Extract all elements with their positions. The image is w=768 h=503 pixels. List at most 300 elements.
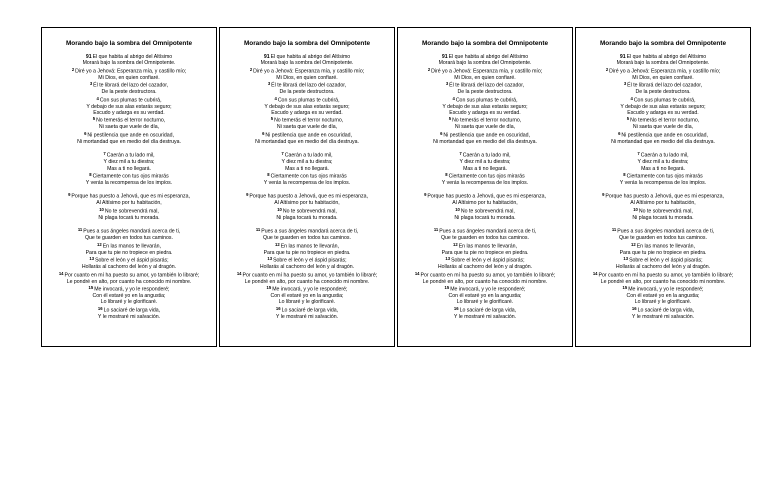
stanza <box>44 227 214 320</box>
verse-text: No te sobrevendrá mal, <box>104 208 159 215</box>
stanza <box>400 227 570 320</box>
verse-text: El que habita al abrigo del Altísimo <box>270 54 351 60</box>
verse-line <box>222 306 392 314</box>
verse-text: Al Altísimo por tu habitación, <box>96 200 162 207</box>
verse-text: Me invocará, y yo le responderé; <box>272 286 348 293</box>
verse-line <box>44 285 214 293</box>
verse-number: 12 <box>453 241 458 247</box>
verse-number: 5 <box>448 116 452 122</box>
verse-text: Y le mostraré mi salvación. <box>97 313 161 320</box>
verse-line <box>44 207 214 215</box>
verse-number: 14 <box>592 270 598 276</box>
verse-line <box>578 116 748 124</box>
verse-line <box>44 279 214 285</box>
verse-number: 91 <box>85 54 92 60</box>
verse-number: 14 <box>414 270 420 276</box>
verse-number: 12 <box>275 241 280 247</box>
verse-text: Ni plaga tocará tu morada. <box>98 214 160 221</box>
verse-line <box>578 242 748 250</box>
verse-text: Por cuanto en mí ha puesto su amor, yo también lo libraré; <box>420 272 556 279</box>
verse-number: 10 <box>455 206 460 212</box>
verse-text: No te sobrevendrá mal, <box>282 208 337 215</box>
stanza <box>222 192 392 221</box>
verse-text: Ciertamente con tus ojos mirarás <box>448 173 525 180</box>
verse-text: Ciertamente con tus ojos mirarás <box>92 173 169 180</box>
verse-line <box>578 67 748 75</box>
verse-text: Lo saciaré de larga vida, <box>281 307 339 314</box>
verse-text: El que habita al abrigo del Altísimo <box>626 54 707 60</box>
verse-text: Que te guarden en todos tus caminos. <box>619 235 707 242</box>
card-title: Morando bajo la sombra del Omnipotente <box>599 40 727 47</box>
verse-text: Ni saeta que vuele de día, <box>632 124 694 131</box>
verse-line <box>44 96 214 104</box>
stanza <box>578 192 748 221</box>
verse-text: Él te librará del lazo del cazador, <box>449 82 525 89</box>
verse-line <box>44 192 214 200</box>
verse-line <box>44 116 214 124</box>
verse-text: No temerás el terror nocturno, <box>96 118 166 125</box>
verse-text: De la peste destructora. <box>457 89 513 96</box>
verse-line <box>44 271 214 279</box>
verse-text: Y debajo de sus alas estarás seguro; <box>86 103 172 110</box>
verse-line <box>400 242 570 250</box>
verse-text: Morará bajo la sombra del Omnipotente. <box>438 60 532 67</box>
verse-line <box>44 172 214 180</box>
verse-line <box>578 256 748 264</box>
verse-line <box>222 139 392 145</box>
verse-line <box>578 131 748 139</box>
card-2 <box>219 27 395 347</box>
verse-text: Caerán a tu lado mil, <box>640 152 689 159</box>
verse-text: Con él estaré yo en la angustia; <box>448 292 522 299</box>
verse-text: Ciertamente con tus ojos mirarás <box>270 173 347 180</box>
verse-number: 9 <box>246 192 249 198</box>
verse-line <box>578 227 748 235</box>
verse-text: Escudo y adarga es su verdad. <box>449 110 521 117</box>
verse-line <box>578 81 748 89</box>
verse-line <box>44 306 214 314</box>
verse-number: 9 <box>68 192 71 198</box>
verse-number: 7 <box>281 151 284 157</box>
verse-line <box>578 96 748 104</box>
verse-text: Mas a ti no llegará. <box>463 165 507 172</box>
verse-line <box>400 116 570 124</box>
verse-text: Con él estaré yo en la angustia; <box>92 292 166 299</box>
stanza <box>222 227 392 320</box>
verse-text: Él te librará del lazo del cazador, <box>627 82 703 89</box>
verse-line <box>400 271 570 279</box>
verse-text: Mi Dios, en quien confiaré. <box>276 74 338 81</box>
verse-text: Él te librará del lazo del cazador, <box>93 82 169 89</box>
verse-text: Lo libraré y le glorificaré. <box>100 299 158 306</box>
verse-text: Con sus plumas te cubrirá, <box>455 97 518 104</box>
verse-text: Ni saeta que vuele de día, <box>276 124 338 131</box>
verse-text: Me invocará, y yo le responderé; <box>94 286 170 293</box>
stanza <box>400 151 570 186</box>
verse-line <box>222 227 392 235</box>
verse-number: 11 <box>611 227 617 233</box>
verse-text: Al Altísimo por tu habitación, <box>452 200 518 207</box>
verse-number: 7 <box>637 151 640 157</box>
verse-number: 2 <box>249 66 253 72</box>
stanza <box>44 54 214 145</box>
verse-line <box>44 227 214 235</box>
card-1 <box>41 27 217 347</box>
card-3 <box>397 27 573 347</box>
verse-text: Y verás la recompensa de los impíos. <box>441 180 529 187</box>
verse-text: Mi Dios, en quien confiaré. <box>632 74 694 81</box>
verse-text: Lo libraré y le glorificaré. <box>634 299 692 306</box>
verse-text: Que te guarden en todos tus caminos. <box>441 235 529 242</box>
verse-text: Y debajo de sus alas estarás seguro; <box>620 103 706 110</box>
verse-text: Y debajo de sus alas estarás seguro; <box>442 103 528 110</box>
verse-text: Ni saeta que vuele de día, <box>454 124 516 131</box>
verse-line <box>222 131 392 139</box>
verse-text: Ciertamente con tus ojos mirarás <box>626 173 703 180</box>
verse-line <box>578 151 748 159</box>
verse-number: 4 <box>274 95 277 101</box>
verse-line <box>578 215 748 221</box>
verse-text: Escudo y adarga es su verdad. <box>93 110 165 117</box>
verse-text: Hollarás al cachorro del león y al dragón. <box>81 264 177 271</box>
verse-line <box>222 314 392 320</box>
verse-text: Ni mortandad que en medio del día destruya. <box>255 138 359 145</box>
verse-line <box>222 192 392 200</box>
card-title: Morando bajo la sombra del Omnipotente <box>421 40 549 47</box>
verse-number: 8 <box>445 172 448 178</box>
verse-text: Le pondré en alto, por cuanto ha conocido mi nombre. <box>244 278 370 285</box>
verse-number: 15 <box>622 284 628 290</box>
card-title: Morando bajo la sombra del Omnipotente <box>65 40 193 47</box>
verse-text: Sobre el león y el áspid pisarás; <box>273 257 347 264</box>
verse-text: Ni plaga tocará tu morada. <box>276 214 338 221</box>
card-4 <box>575 27 751 347</box>
verse-number: 14 <box>236 270 242 276</box>
verse-text: Caerán a tu lado mil, <box>106 152 155 159</box>
verse-text: Y le mostraré mi salvación. <box>275 313 339 320</box>
verse-number: 10 <box>277 206 282 212</box>
stanza <box>400 54 570 145</box>
verse-line <box>44 67 214 75</box>
verse-number: 15 <box>444 284 450 290</box>
verse-text: Sobre el león y el áspid pisarás; <box>95 257 169 264</box>
verse-line <box>400 285 570 293</box>
verse-number: 3 <box>623 81 627 87</box>
verse-line <box>400 207 570 215</box>
verse-line <box>400 131 570 139</box>
verse-number: 4 <box>630 95 633 101</box>
verse-line <box>222 256 392 264</box>
verse-line <box>578 207 748 215</box>
verse-line <box>222 180 392 186</box>
verse-number: 4 <box>452 95 455 101</box>
verse-text: Le pondré en alto, por cuanto ha conocido mi nombre. <box>422 278 548 285</box>
verse-number: 11 <box>433 227 439 233</box>
verse-text: No te sobrevendrá mal, <box>638 208 693 215</box>
verse-text: Y verás la recompensa de los impíos. <box>263 180 351 187</box>
verse-line <box>222 215 392 221</box>
verse-text: En las manos te llevarán, <box>280 243 339 250</box>
verse-text: Y le mostraré mi salvación. <box>453 313 517 320</box>
verse-number: 11 <box>77 227 83 233</box>
verse-number: 10 <box>633 206 638 212</box>
verse-text: Y verás la recompensa de los impíos. <box>619 180 707 187</box>
verse-text: El que habita al abrigo del Altísimo <box>448 54 529 60</box>
verse-text: Él te librará del lazo del cazador, <box>271 82 347 89</box>
verse-text: Ni plaga tocará tu morada. <box>632 214 694 221</box>
verse-text: Para que tu pie no tropiece en piedra. <box>263 249 351 256</box>
verse-text: Morará bajo la sombra del Omnipotente. <box>260 60 354 67</box>
verse-text: Al Altísimo por tu habitación, <box>274 200 340 207</box>
verse-text: Diré yo a Jehová: Esperanza mía, y castillo mío; <box>75 68 187 75</box>
verse-text: Mas a ti no llegará. <box>641 165 685 172</box>
verse-text: Caerán a tu lado mil, <box>462 152 511 159</box>
verse-text: Porque has puesto a Jehová, que es mi esperanza, <box>71 194 190 201</box>
verse-line <box>400 256 570 264</box>
verse-text: Diré yo a Jehová: Esperanza mía, y castillo mío; <box>609 68 721 75</box>
verse-text: Lo libraré y le glorificaré. <box>456 299 514 306</box>
verse-number: 13 <box>89 256 95 262</box>
verse-text: Diré yo a Jehová: Esperanza mía, y castillo mío; <box>253 68 365 75</box>
verse-text: Al Altísimo por tu habitación, <box>630 200 696 207</box>
verse-text: Caerán a tu lado mil, <box>284 152 333 159</box>
verse-text: En las manos te llevarán, <box>102 243 161 250</box>
card-title: Morando bajo la sombra del Omnipotente <box>243 40 371 47</box>
verse-line <box>400 96 570 104</box>
verse-text: Con sus plumas te cubrirá, <box>277 97 340 104</box>
verse-text: Y diez mil a tu diestra; <box>103 159 155 166</box>
verse-text: Para que tu pie no tropiece en piedra. <box>441 249 529 256</box>
verse-line <box>44 131 214 139</box>
verse-text: Ni mortandad que en medio del día destruya. <box>611 138 715 145</box>
verse-line <box>400 306 570 314</box>
verse-number: 2 <box>605 66 609 72</box>
verse-text: Escudo y adarga es su verdad. <box>627 110 699 117</box>
verse-line <box>578 172 748 180</box>
verse-number: 13 <box>267 256 273 262</box>
verse-text: Me invocará, y yo le responderé; <box>450 286 526 293</box>
verse-text: Y diez mil a tu diestra; <box>459 159 511 166</box>
verse-line <box>400 192 570 200</box>
verse-text: No temerás el terror nocturno, <box>274 118 344 125</box>
verse-line <box>222 96 392 104</box>
verse-number: 6 <box>84 130 87 136</box>
verse-line <box>400 139 570 145</box>
verse-line <box>222 271 392 279</box>
stanza <box>578 227 748 320</box>
verse-text: Con sus plumas te cubrirá, <box>633 97 696 104</box>
stanza <box>222 151 392 186</box>
stanza <box>578 151 748 186</box>
verse-text: Porque has puesto a Jehová, que es mi esperanza, <box>249 194 368 201</box>
verse-text: Porque has puesto a Jehová, que es mi esperanza, <box>427 194 546 201</box>
verse-text: Mas a ti no llegará. <box>285 165 329 172</box>
verse-text: Para que tu pie no tropiece en piedra. <box>85 249 173 256</box>
verse-text: Me invocará, y yo le responderé; <box>628 286 704 293</box>
stanza <box>400 192 570 221</box>
verse-text: De la peste destructora. <box>635 89 691 96</box>
verse-line <box>44 242 214 250</box>
verse-line <box>44 215 214 221</box>
verse-line <box>400 215 570 221</box>
verse-number: 15 <box>88 284 94 290</box>
stanza <box>44 192 214 221</box>
verse-text: Porque has puesto a Jehová, que es mi esperanza, <box>605 194 724 201</box>
verse-line <box>578 180 748 186</box>
verse-number: 15 <box>266 284 272 290</box>
verse-number: 6 <box>440 130 443 136</box>
verse-number: 9 <box>602 192 605 198</box>
verse-line <box>578 306 748 314</box>
verse-text: Que te guarden en todos tus caminos. <box>263 235 351 242</box>
verse-text: Con él estaré yo en la angustia; <box>626 292 700 299</box>
verse-text: Y debajo de sus alas estarás seguro; <box>264 103 350 110</box>
verse-text: Lo saciaré de larga vida, <box>637 307 695 314</box>
verse-text: No temerás el terror nocturno, <box>452 118 522 125</box>
verse-text: Mas a ti no llegará. <box>107 165 151 172</box>
verse-text: Sobre el león y el áspid pisarás; <box>629 257 703 264</box>
verse-line <box>578 192 748 200</box>
verse-number: 2 <box>71 66 75 72</box>
verse-text: En las manos te llevarán, <box>636 243 695 250</box>
verse-text: Y le mostraré mi salvación. <box>631 313 695 320</box>
verse-text: Y verás la recompensa de los impíos. <box>85 180 173 187</box>
verse-text: Morará bajo la sombra del Omnipotente. <box>616 60 710 67</box>
verse-line <box>400 151 570 159</box>
verse-text: Ni pestilencia que ande en oscuridad, <box>621 132 708 139</box>
verse-text: Morará bajo la sombra del Omnipotente. <box>82 60 176 67</box>
verse-number: 8 <box>623 172 626 178</box>
verse-text: Ni pestilencia que ande en oscuridad, <box>265 132 352 139</box>
verse-number: 3 <box>89 81 93 87</box>
verse-line <box>44 151 214 159</box>
verse-text: Mi Dios, en quien confiaré. <box>98 74 160 81</box>
verse-number: 14 <box>58 270 64 276</box>
verse-number: 6 <box>262 130 265 136</box>
verse-line <box>400 279 570 285</box>
verse-text: No te sobrevendrá mal, <box>460 208 515 215</box>
verse-text: Le pondré en alto, por cuanto ha conocido mi nombre. <box>66 278 192 285</box>
verse-number: 3 <box>267 81 271 87</box>
verse-text: Le pondré en alto, por cuanto ha conocido mi nombre. <box>600 278 726 285</box>
verse-line <box>578 139 748 145</box>
stanza <box>222 54 392 145</box>
verse-text: Pues a sus ángeles mandará acerca de ti, <box>617 228 715 235</box>
verse-number: 12 <box>97 241 102 247</box>
verse-number: 91 <box>441 54 448 60</box>
verse-text: Y diez mil a tu diestra; <box>637 159 689 166</box>
verse-number: 16 <box>275 305 281 311</box>
verse-text: Hollarás al cachorro del león y al dragón. <box>615 264 711 271</box>
verse-line <box>222 207 392 215</box>
verse-line <box>222 81 392 89</box>
verse-text: Y diez mil a tu diestra; <box>281 159 333 166</box>
verse-number: 16 <box>453 305 459 311</box>
stanza <box>44 151 214 186</box>
verse-number: 16 <box>631 305 637 311</box>
verse-number: 4 <box>96 95 99 101</box>
verse-number: 12 <box>631 241 636 247</box>
verse-line <box>222 279 392 285</box>
verse-number: 16 <box>97 305 103 311</box>
verse-line <box>400 180 570 186</box>
verse-text: Por cuanto en mí ha puesto su amor, yo también lo libraré; <box>598 272 734 279</box>
verse-line <box>222 151 392 159</box>
verse-text: Sobre el león y el áspid pisarás; <box>451 257 525 264</box>
verse-line <box>400 81 570 89</box>
verse-number: 6 <box>618 130 621 136</box>
verse-text: De la peste destructora. <box>101 89 157 96</box>
verse-text: Ni pestilencia que ande en oscuridad, <box>87 132 174 139</box>
verse-number: 7 <box>103 151 106 157</box>
verse-text: Con sus plumas te cubrirá, <box>99 97 162 104</box>
verse-text: Ni mortandad que en medio del día destruya. <box>433 138 537 145</box>
verse-number: 10 <box>99 206 104 212</box>
verse-line <box>222 172 392 180</box>
verse-text: Pues a sus ángeles mandará acerca de ti, <box>83 228 181 235</box>
verse-text: Ni saeta que vuele de día, <box>98 124 160 131</box>
verse-text: Lo libraré y le glorificaré. <box>278 299 336 306</box>
verse-line <box>222 285 392 293</box>
verse-text: Por cuanto en mí ha puesto su amor, yo también lo libraré; <box>64 272 200 279</box>
stanza <box>578 54 748 145</box>
verse-text: Ni mortandad que en medio del día destruya. <box>77 138 181 145</box>
verse-number: 11 <box>255 227 261 233</box>
verse-line <box>222 116 392 124</box>
verse-number: 8 <box>267 172 270 178</box>
verse-text: Por cuanto en mí ha puesto su amor, yo también lo libraré; <box>242 272 378 279</box>
verse-number: 91 <box>263 54 270 60</box>
verse-text: Mi Dios, en quien confiaré. <box>454 74 516 81</box>
verse-number: 91 <box>619 54 626 60</box>
verse-text: El que habita al abrigo del Altísimo <box>92 54 173 60</box>
verse-text: Escudo y adarga es su verdad. <box>271 110 343 117</box>
verse-line <box>400 67 570 75</box>
verse-line <box>578 285 748 293</box>
verse-line <box>400 227 570 235</box>
verse-number: 13 <box>623 256 629 262</box>
verse-number: 5 <box>626 116 630 122</box>
verse-text: Pues a sus ángeles mandará acerca de ti, <box>261 228 359 235</box>
verse-number: 13 <box>445 256 451 262</box>
verse-line <box>578 279 748 285</box>
verse-text: Con él estaré yo en la angustia; <box>270 292 344 299</box>
verse-text: Hollarás al cachorro del león y al dragón. <box>437 264 533 271</box>
verse-text: Hollarás al cachorro del león y al dragón. <box>259 264 355 271</box>
verse-line <box>44 256 214 264</box>
verse-text: Pues a sus ángeles mandará acerca de ti, <box>439 228 537 235</box>
verse-number: 9 <box>424 192 427 198</box>
verse-text: Diré yo a Jehová: Esperanza mía, y castillo mío; <box>431 68 543 75</box>
verse-line <box>222 242 392 250</box>
verse-text: En las manos te llevarán, <box>458 243 517 250</box>
verse-line <box>400 314 570 320</box>
verse-number: 3 <box>445 81 449 87</box>
verse-line <box>44 314 214 320</box>
verse-line <box>44 139 214 145</box>
verse-number: 2 <box>427 66 431 72</box>
verse-number: 5 <box>270 116 274 122</box>
verse-text: Lo saciaré de larga vida, <box>459 307 517 314</box>
verse-number: 7 <box>459 151 462 157</box>
verse-text: Lo saciaré de larga vida, <box>103 307 161 314</box>
verse-text: Que te guarden en todos tus caminos. <box>85 235 173 242</box>
verse-text: No temerás el terror nocturno, <box>630 118 700 125</box>
verse-line <box>578 314 748 320</box>
verse-line <box>44 180 214 186</box>
verse-line <box>578 271 748 279</box>
verse-text: Ni pestilencia que ande en oscuridad, <box>443 132 530 139</box>
